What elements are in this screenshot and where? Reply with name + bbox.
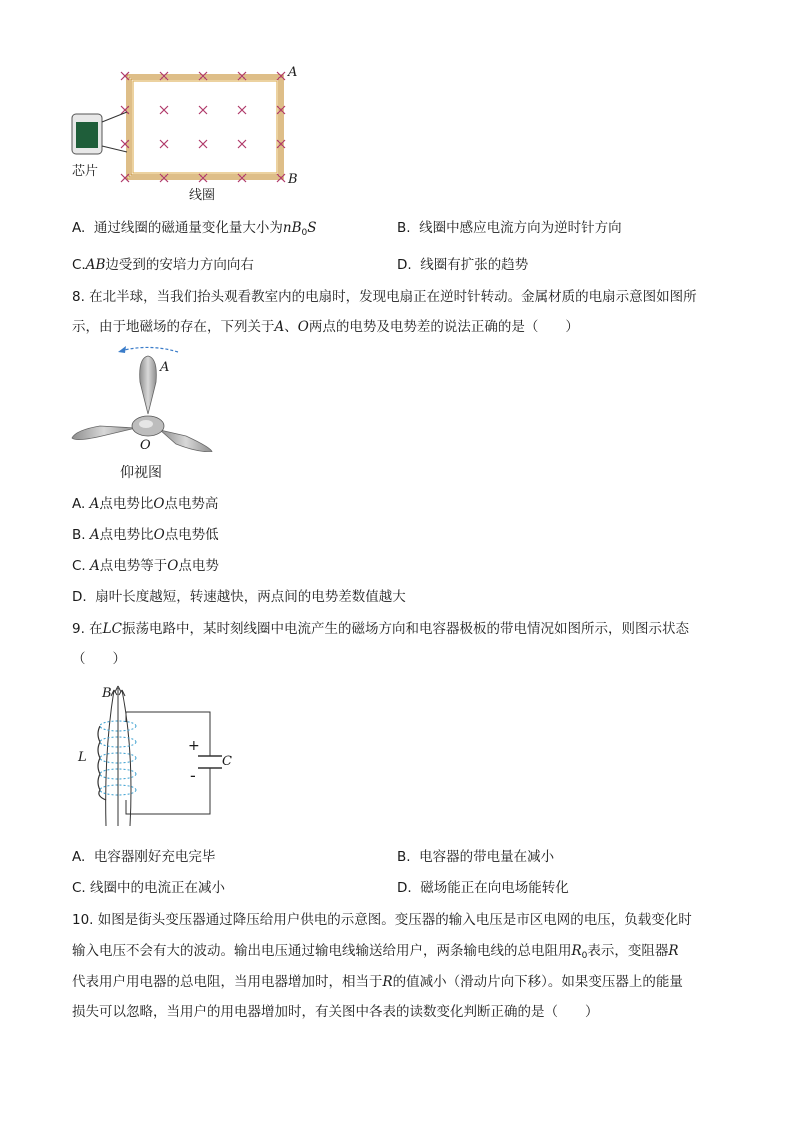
rotation-arrow <box>124 347 178 352</box>
q10-stem-line3: 代表用户用电器的总电阻，当用电器增加时，相当于R的值减小（滑动片向下移）。如果变压器上的能量 <box>72 974 683 990</box>
q9-option-c: C. 线圈中的电流正在减小 <box>72 880 226 896</box>
q8-stem-line1: 8. 在北半球，当我们抬头观看教室内的电扇时，发现电扇正在逆时针转动。金属材质的电扇示意图如图所 <box>72 289 697 305</box>
lc-label-b: B <box>102 686 112 701</box>
chip-caption: 芯片 <box>72 164 99 179</box>
q10-stem-line2: 输入电压不会有大的波动。输出电压通过输电线输送给用户，两条输电线的总电阻用$R_0$表示，变阻器R <box>72 943 679 961</box>
q8-option-c: C. A点电势等于O点电势 <box>72 558 219 574</box>
fan-label-o: O <box>140 438 151 453</box>
fan-blade-left <box>72 426 136 440</box>
q8-option-a: A. A点电势比O点电势高 <box>72 496 219 512</box>
chip-icon <box>72 112 127 154</box>
q9-option-d: D. 磁场能正在向电场能转化 <box>397 880 569 896</box>
q8-stem-line2: 示，由于地磁场的存在，下列关于A、O两点的电势及电势差的说法正确的是（ ） <box>72 319 579 335</box>
circuit-wires <box>126 712 222 814</box>
coil-diagram <box>60 62 320 202</box>
q9-option-a: A. 电容器刚好充电完毕 <box>72 849 216 865</box>
lc-circuit-diagram <box>72 682 242 832</box>
fan-figure <box>66 342 226 484</box>
lc-plus: + <box>188 738 200 754</box>
coil-label-a: A <box>288 65 298 80</box>
fan-label-a: A <box>160 360 170 375</box>
fan-blade-top <box>140 356 157 414</box>
q7-option-b: B. 线圈中感应电流方向为逆时针方向 <box>397 220 622 236</box>
coil-loop <box>127 75 283 179</box>
q10-stem-line4: 损失可以忽略，当用户的用电器增加时，有关图中各表的读数变化判断正确的是（ ） <box>72 1004 599 1020</box>
fan-blade-right <box>160 430 212 452</box>
lc-label-c: C <box>222 754 232 769</box>
q10-stem-line1: 10. 如图是街头变压器通过降压给用户供电的示意图。变压器的输入电压是市区电网的电压，负载变化时 <box>72 912 692 928</box>
magnetic-field-crosses <box>121 72 285 182</box>
coil-figure <box>60 62 320 202</box>
q9-stem: 9. 在LC振荡电路中，某时刻线圈中电流产生的磁场方向和电容器极板的带电情况如图所示，则图示状态 <box>72 621 689 637</box>
q9-option-b: B. 电容器的带电量在减小 <box>397 849 555 865</box>
q9-answer-paren: （ ） <box>72 651 126 667</box>
fan-diagram <box>66 342 226 452</box>
q8-option-b: B. A点电势比O点电势低 <box>72 527 219 543</box>
fan-caption: 仰视图 <box>120 465 162 481</box>
lc-minus: - <box>190 766 196 785</box>
q7-option-d: D. 线圈有扩张的趋势 <box>397 257 529 273</box>
coil-label-b: B <box>288 172 298 187</box>
q7-option-c: C.AB边受到的安培力方向向右 <box>72 257 254 273</box>
coil-caption: 线圈 <box>189 188 216 203</box>
q7-option-a: A. 通过线圈的磁通量变化量大小为$nB_0S$ <box>72 220 317 238</box>
q8-option-d: D. 扇叶长度越短，转速越快，两点间的电势差数值越大 <box>72 589 406 605</box>
lc-circuit-figure <box>72 682 242 832</box>
magnetic-field-lines <box>106 686 131 826</box>
lc-label-l: L <box>78 750 87 765</box>
